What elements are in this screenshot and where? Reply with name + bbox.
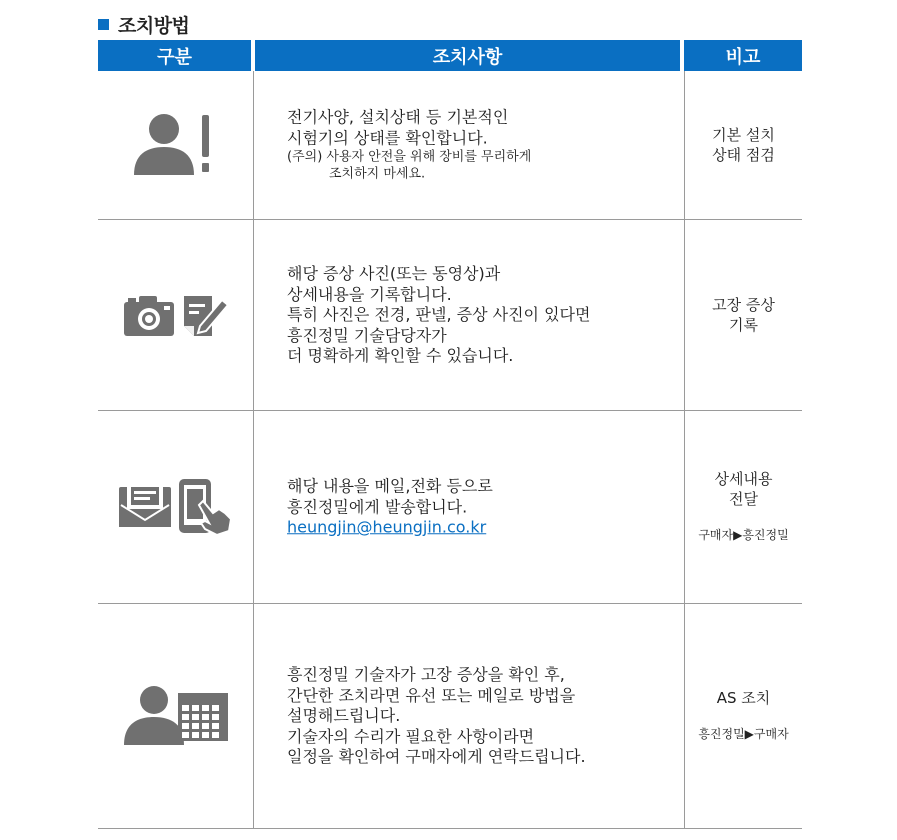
- remark-line: 상태 점검: [712, 146, 775, 164]
- table-row: [98, 411, 802, 604]
- icon-cell: [98, 220, 254, 410]
- remark-cell: [685, 220, 802, 410]
- section-title: [98, 12, 189, 36]
- remark-cell: [685, 71, 802, 219]
- action-cell: [254, 220, 685, 410]
- remark-line: 기록: [729, 316, 758, 334]
- action-table: [98, 40, 802, 829]
- remark-line: 전달: [729, 490, 758, 508]
- icon-cell: [98, 71, 254, 219]
- person-calendar-icon: [124, 685, 228, 747]
- action-line: 해당 증상 사진(또는 동영상)과: [287, 263, 501, 283]
- remark-line: 상세내용: [714, 470, 773, 488]
- camera-edit-icon: [124, 292, 228, 338]
- table-row: [98, 71, 802, 220]
- table-header: [98, 40, 802, 71]
- remark-flow: 흥진정밀▶구매자: [698, 727, 789, 741]
- header-category: 구분: [98, 40, 251, 71]
- table-row: [98, 220, 802, 411]
- header-action: 조치사항: [255, 40, 680, 71]
- header-remark: 비고: [684, 40, 802, 71]
- action-line: 흥진정밀 기술자가 고장 증상을 확인 후,: [287, 664, 565, 684]
- mail-phone-icon: [119, 479, 233, 535]
- action-cell: [254, 411, 685, 603]
- remark-flow: 구매자▶흥진정밀: [698, 528, 789, 542]
- remark-line: 고장 증상: [712, 296, 775, 314]
- action-line: 상세내용을 기록합니다.: [287, 284, 452, 304]
- remark-line: AS 조치: [716, 689, 771, 707]
- action-line: 전기사양, 설치상태 등 기본적인: [287, 107, 509, 127]
- remark-cell: [685, 604, 802, 828]
- action-cell: [254, 71, 685, 219]
- action-line: 해당 내용을 메일,전화 등으로: [287, 476, 493, 496]
- action-line: 일정을 확인하여 구매자에게 연락드립니다.: [287, 746, 586, 766]
- email-link[interactable]: heungjin@heungjin.co.kr: [287, 517, 487, 537]
- remark-cell: [685, 411, 802, 603]
- person-alert-icon: [134, 113, 218, 177]
- caution-line: 조치하지 마세요.: [329, 166, 426, 182]
- caution-line: (주의) 사용자 안전을 위해 장비를 무리하게: [287, 149, 532, 165]
- action-line: 더 명확하게 확인할 수 있습니다.: [287, 345, 514, 365]
- icon-cell: [98, 411, 254, 603]
- remark-line: 기본 설치: [712, 126, 775, 144]
- table-row: [98, 604, 802, 829]
- icon-cell: [98, 604, 254, 828]
- action-line: 설명해드립니다.: [287, 705, 401, 725]
- action-line: 특히 사진은 전경, 판넬, 증상 사진이 있다면: [287, 304, 591, 324]
- action-line: 기술자의 수리가 필요한 사항이라면: [287, 726, 535, 746]
- action-cell: [254, 604, 685, 828]
- action-line: 시험기의 상태를 확인합니다.: [287, 128, 488, 147]
- action-line: 간단한 조치라면 유선 또는 메일로 방법을: [287, 685, 576, 705]
- section-bullet: [98, 19, 109, 30]
- action-line: 흥진정밀에게 발송합니다.: [287, 496, 468, 516]
- section-title-label: 조치방법: [118, 14, 190, 37]
- action-line: 흥진정밀 기술담당자가: [287, 325, 447, 345]
